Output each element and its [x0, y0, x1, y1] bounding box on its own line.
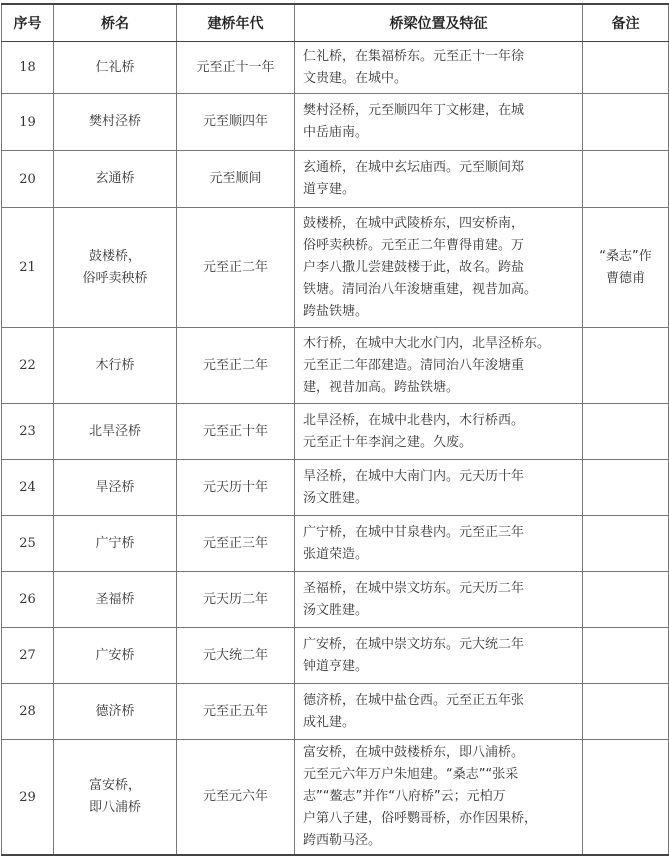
description-line: 志”“鳌志”并作“八府桥”云；元柏万 [303, 789, 506, 804]
description-line: 汤文胜建。 [303, 490, 369, 506]
bridge-name [54, 328, 177, 404]
description-line: 广宁桥，在城中甘泉巷内。元至正三年 [303, 524, 525, 540]
bridge-name-line: 樊村泾桥 [88, 114, 141, 129]
bridge-name-line: 富安桥， [88, 778, 141, 793]
bridge-name [54, 460, 177, 516]
description-line: 木行桥，在城中大北水门内，北旱泾桥东。 [303, 335, 551, 351]
build-era: 元天历十年 [177, 460, 295, 516]
description-line: 道亨建。 [303, 182, 356, 197]
table-row [2, 328, 669, 404]
bridge-name [54, 516, 177, 572]
bridge-name [54, 684, 177, 740]
build-era: 元至正二年 [177, 208, 295, 328]
build-era: 元至顺间 [177, 151, 295, 208]
header-build-era: 建桥年代 [177, 4, 295, 42]
location-description [295, 460, 583, 516]
bridge-name-line: 即八浦桥 [88, 800, 141, 815]
row-number: 27 [2, 628, 54, 684]
build-era: 元大统二年 [177, 628, 295, 684]
bridge-name-line: 广安桥 [95, 647, 135, 663]
build-era: 元天历二年 [177, 572, 295, 628]
description-line: 跨西勒马泾。 [303, 833, 382, 848]
remark-line: 曹德甫 [605, 270, 645, 286]
location-description [295, 94, 583, 151]
description-line: 元至正十年李润之建。久废。 [303, 434, 473, 450]
description-line: 铁塘。清同治八年浚塘重建，视昔加高。 [303, 281, 538, 297]
description-line: 钟道亨建。 [303, 658, 369, 674]
bridge-name [54, 42, 177, 94]
remark [583, 94, 669, 151]
build-era: 元至正五年 [177, 684, 295, 740]
row-number: 19 [2, 94, 54, 151]
build-era: 元至正三年 [177, 516, 295, 572]
description-line: 中岳庙南。 [303, 125, 369, 140]
description-line: 玄通桥，在城中玄坛庙西。元至顺间郑 [303, 160, 525, 175]
description-line: 文贵建。在城中。 [303, 70, 408, 86]
table-row [2, 94, 669, 151]
bridge-name [54, 94, 177, 151]
build-era: 元至顺四年 [177, 94, 295, 151]
remark [583, 151, 669, 208]
bridge-table [1, 3, 669, 856]
description-line: 仁礼桥，在集福桥东。元至正十一年徐 [303, 48, 525, 64]
remark [583, 628, 669, 684]
description-line: 富安桥，在城中鼓楼桥东，即八浦桥。 [303, 745, 525, 760]
location-description [295, 684, 583, 740]
description-line: 建，视昔加高。跨盐铁塘。 [303, 379, 460, 395]
build-era: 元至正二年 [177, 328, 295, 404]
remark [583, 208, 669, 328]
table-row [2, 628, 669, 684]
bridge-name-line: 仁礼桥 [95, 59, 135, 75]
table-row [2, 516, 669, 572]
remark [583, 516, 669, 572]
bridge-name-line: 北旱泾桥 [88, 423, 141, 439]
bridge-name-line: 广宁桥 [95, 535, 135, 551]
bridge-name-line: 俗呼卖秧桥 [82, 270, 148, 286]
bridge-name [54, 572, 177, 628]
location-description [295, 328, 583, 404]
location-description [295, 740, 583, 856]
description-line: 元至元六年万户朱旭建。“桑志”“张采 [303, 767, 519, 782]
table-row [2, 684, 669, 740]
bridge-name-line: 木行桥 [95, 357, 135, 373]
description-line: 户李八撒儿尝建鼓楼于此，故名。跨盐 [303, 259, 525, 275]
build-era: 元至正十年 [177, 404, 295, 460]
description-line: 成礼建。 [303, 714, 356, 730]
remark [583, 572, 669, 628]
header-location-features: 桥梁位置及特征 [295, 4, 583, 42]
row-number: 18 [2, 42, 54, 94]
description-line: 户第八子建，俗呼鹦哥桥，亦作因果桥， [303, 811, 538, 826]
row-number: 29 [2, 740, 54, 856]
description-line: 旱泾桥，在城中大南门内。元天历十年 [303, 468, 525, 484]
build-era: 元至元六年 [177, 740, 295, 856]
row-number: 20 [2, 151, 54, 208]
bridge-name [54, 151, 177, 208]
location-description [295, 42, 583, 94]
bridge-name-line: 玄通桥 [95, 171, 135, 186]
description-line: 圣福桥，在城中崇文坊东。元天历二年 [303, 580, 525, 596]
location-description [295, 572, 583, 628]
table-row [2, 460, 669, 516]
description-line: 广安桥，在城中崇文坊东。元大统二年 [303, 636, 525, 652]
row-number: 26 [2, 572, 54, 628]
row-number: 24 [2, 460, 54, 516]
table-row [2, 42, 669, 94]
header-remarks: 备注 [583, 4, 669, 42]
remark [583, 328, 669, 404]
location-description [295, 404, 583, 460]
description-line: 北旱泾桥，在城中北巷内，木行桥西。 [303, 412, 525, 428]
bridge-name [54, 740, 177, 856]
table-header-row [2, 4, 669, 42]
header-bridge-name: 桥名 [54, 4, 177, 42]
bridge-name [54, 208, 177, 328]
remark [583, 42, 669, 94]
description-line: 张道荣造。 [303, 546, 369, 562]
description-line: 鼓楼桥，在城中武陵桥东，四安桥南， [303, 215, 525, 231]
bridge-name-line: 鼓楼桥， [88, 248, 141, 264]
row-number: 28 [2, 684, 54, 740]
bridge-name-line: 德济桥 [95, 703, 135, 719]
description-line: 跨盐铁塘。 [303, 303, 369, 319]
header-number: 序号 [2, 4, 54, 42]
row-number: 25 [2, 516, 54, 572]
row-number: 23 [2, 404, 54, 460]
description-line: 德济桥，在城中盐仓西。元至正五年张 [303, 692, 525, 708]
table-row [2, 572, 669, 628]
row-number: 21 [2, 208, 54, 328]
bridge-name [54, 628, 177, 684]
table-row [2, 208, 669, 328]
location-description [295, 208, 583, 328]
location-description [295, 516, 583, 572]
bridge-name-line: 圣福桥 [95, 591, 135, 607]
description-line: 元至正二年邵建造。清同治八年浚塘重 [303, 357, 525, 373]
bridge-name-line: 旱泾桥 [95, 479, 135, 495]
remark [583, 460, 669, 516]
location-description [295, 151, 583, 208]
table-row [2, 740, 669, 856]
remark [583, 740, 669, 856]
remark [583, 684, 669, 740]
bridge-name [54, 404, 177, 460]
location-description [295, 628, 583, 684]
row-number: 22 [2, 328, 54, 404]
description-line: 汤文胜建。 [303, 602, 369, 618]
description-line: 俗呼卖秧桥。元至正二年曹得甫建。万 [303, 237, 525, 253]
remark [583, 404, 669, 460]
remark-line: “桑志”作 [599, 248, 652, 264]
build-era: 元至正十一年 [177, 42, 295, 94]
description-line: 樊村泾桥，元至顺四年丁文彬建，在城 [303, 103, 525, 118]
table-row [2, 404, 669, 460]
table-row [2, 151, 669, 208]
